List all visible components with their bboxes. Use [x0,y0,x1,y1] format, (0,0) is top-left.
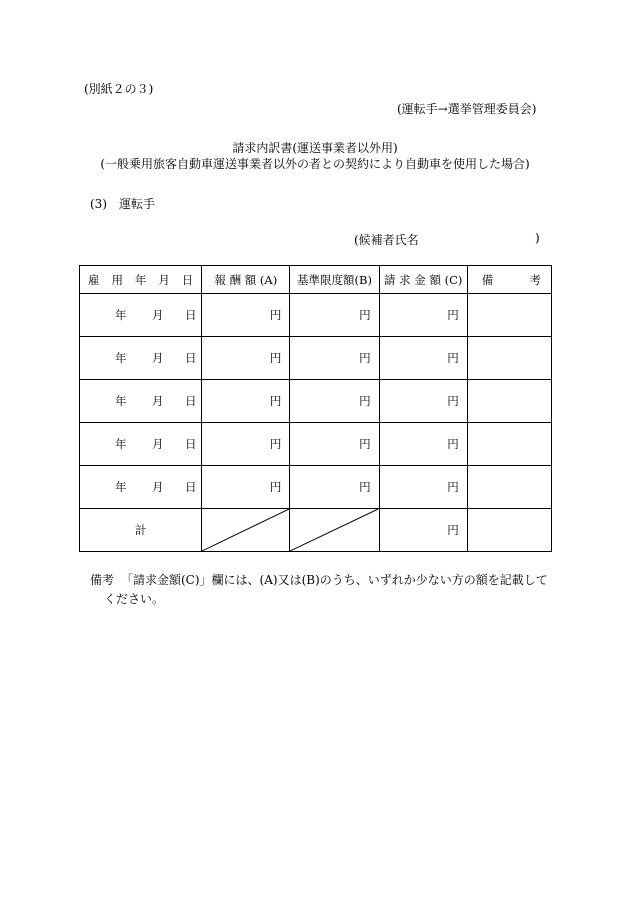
section-label: (3) 運転手 [90,197,155,211]
table-header-row [80,266,552,294]
fee-amount-cell[interactable]: 円 [202,294,290,337]
remarks-cell[interactable] [467,423,551,466]
route-label: (運転手→選挙管理委員会) [397,102,537,116]
table-row [80,294,552,337]
table-row [80,423,552,466]
note-text-line2: ください。 [104,592,165,606]
note-text-line1: 「請求金額(C)」欄には、(A)又は(B)のうち、いずれか少ない方の額を記載して [121,573,548,587]
header-fee-amount: 報 酬 額 (A) [202,266,290,294]
table-row [80,337,552,380]
claim-table [79,265,552,552]
note-label: 備考 [90,573,115,587]
remarks-cell[interactable] [467,380,551,423]
total-limit-crossed-cell [290,509,379,552]
fee-amount-cell[interactable]: 円 [202,423,290,466]
claim-amount-cell[interactable]: 円 [379,380,467,423]
fee-amount-cell[interactable]: 円 [202,337,290,380]
attachment-label: (別紙２の３) [84,82,154,96]
total-fee-crossed-cell [202,509,290,552]
fee-amount-cell[interactable]: 円 [202,466,290,509]
claim-amount-cell[interactable]: 円 [379,294,467,337]
claim-amount-cell[interactable]: 円 [379,423,467,466]
remarks-cell[interactable] [467,466,551,509]
total-label: 計 [80,509,202,552]
candidate-name-close: ) [535,231,540,245]
standard-limit-cell[interactable]: 円 [290,337,379,380]
header-employment-date: 雇 用 年 月 日 [80,266,202,294]
standard-limit-cell[interactable]: 円 [290,294,379,337]
candidate-name-label: (候補者氏名 [354,233,419,247]
document-title: 請求内訳書(運送事業者以外用) [232,141,398,155]
fee-amount-cell[interactable]: 円 [202,380,290,423]
date-cell[interactable]: 年 月 日 [80,466,202,509]
document-subtitle: (一般乗用旅客自動車運送事業者以外の者との契約により自動車を使用した場合) [100,157,530,171]
standard-limit-cell[interactable]: 円 [290,423,379,466]
date-cell[interactable]: 年 月 日 [80,294,202,337]
diagonal-line [202,509,289,551]
header-remarks: 備 考 [467,266,551,294]
remarks-cell[interactable] [467,337,551,380]
header-claim-amount: 請 求 金 額 (C) [379,266,467,294]
standard-limit-cell[interactable]: 円 [290,466,379,509]
table-row [80,466,552,509]
header-standard-limit: 基準限度額(B) [290,266,379,294]
table-row [80,380,552,423]
claim-amount-cell[interactable]: 円 [379,466,467,509]
remarks-cell[interactable] [467,294,551,337]
total-claim-amount-cell[interactable]: 円 [379,509,467,552]
total-row [80,509,552,552]
date-cell[interactable]: 年 月 日 [80,380,202,423]
date-cell[interactable]: 年 月 日 [80,423,202,466]
standard-limit-cell[interactable]: 円 [290,380,379,423]
total-remarks-cell[interactable] [467,509,551,552]
claim-amount-cell[interactable]: 円 [379,337,467,380]
diagonal-line [290,509,378,551]
date-cell[interactable]: 年 月 日 [80,337,202,380]
